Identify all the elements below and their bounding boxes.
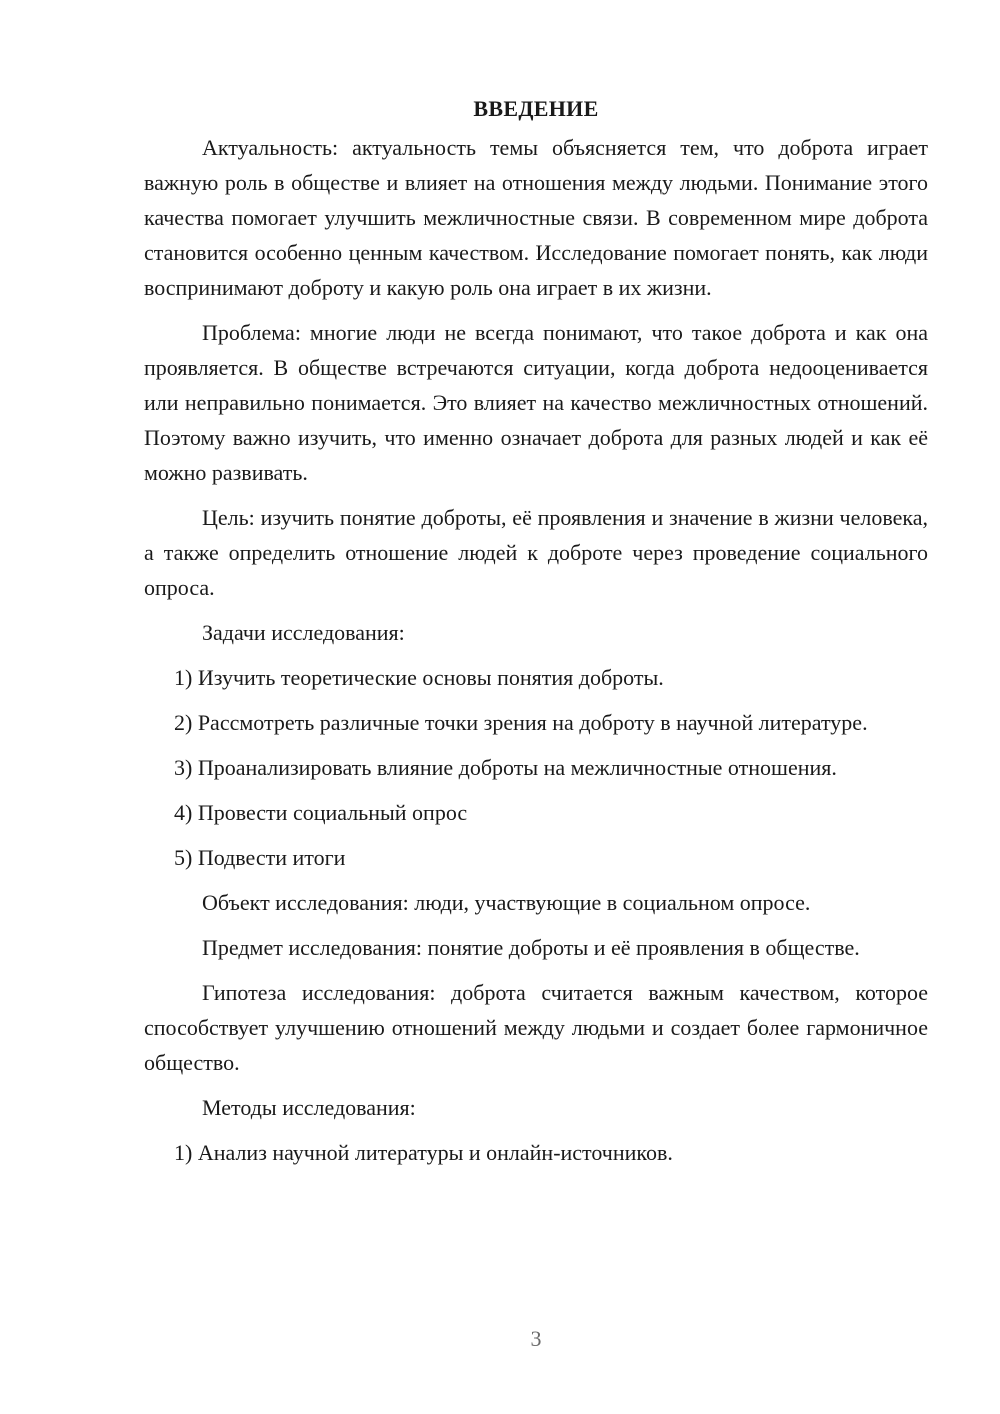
- task-item-2: 2) Рассмотреть различные точки зрения на доброту в научной литературе.: [174, 710, 868, 735]
- page-content: [144, 94, 928, 1170]
- page-number: 3: [530, 1326, 542, 1351]
- paragraph-relevance: Актуальность: актуальность темы объясняется тем, что доброта играет важную роль в обществе и влияет на отношения между людьми. Понимание этого качества помогает улучшить межличностные связи. В современном мире доброта становится особенно ценным качеством. Исследование помогает понять, как люди воспринимают доброту и какую роль она играет в их жизни.: [144, 135, 928, 300]
- tasks-heading: Задачи исследования:: [202, 620, 405, 645]
- paragraph-subject: Предмет исследования: понятие доброты и её проявления в обществе.: [202, 935, 860, 960]
- paragraph-goal: Цель: изучить понятие доброты, её проявления и значение в жизни человека, а также определить отношение людей к доброте через проведение социального опроса.: [144, 505, 928, 600]
- task-item-4: 4) Провести социальный опрос: [174, 800, 468, 825]
- task-item-5: 5) Подвести итоги: [174, 845, 346, 870]
- paragraph-hypothesis: Гипотеза исследования: доброта считается важным качеством, которое способствует улучшению отношений между людьми и создает более гармоничное общество.: [144, 980, 928, 1075]
- section-title: ВВЕДЕНИЕ: [473, 96, 599, 121]
- paragraph-problem: Проблема: многие люди не всегда понимают, что такое доброта и как она проявляется. В обществе встречаются ситуации, когда доброта недооценивается или неправильно понимается. Это влияет на качество межличностных отношений. Поэтому важно изучить, что именно означает доброта для разных людей и как её можно развивать.: [144, 320, 928, 485]
- task-item-1: 1) Изучить теоретические основы понятия доброты.: [174, 665, 664, 690]
- task-item-3: 3) Проанализировать влияние доброты на межличностные отношения.: [174, 755, 837, 780]
- methods-heading: Методы исследования:: [202, 1095, 416, 1120]
- method-item-1: 1) Анализ научной литературы и онлайн-источников.: [174, 1140, 673, 1165]
- paragraph-object: Объект исследования: люди, участвующие в социальном опросе.: [202, 890, 811, 915]
